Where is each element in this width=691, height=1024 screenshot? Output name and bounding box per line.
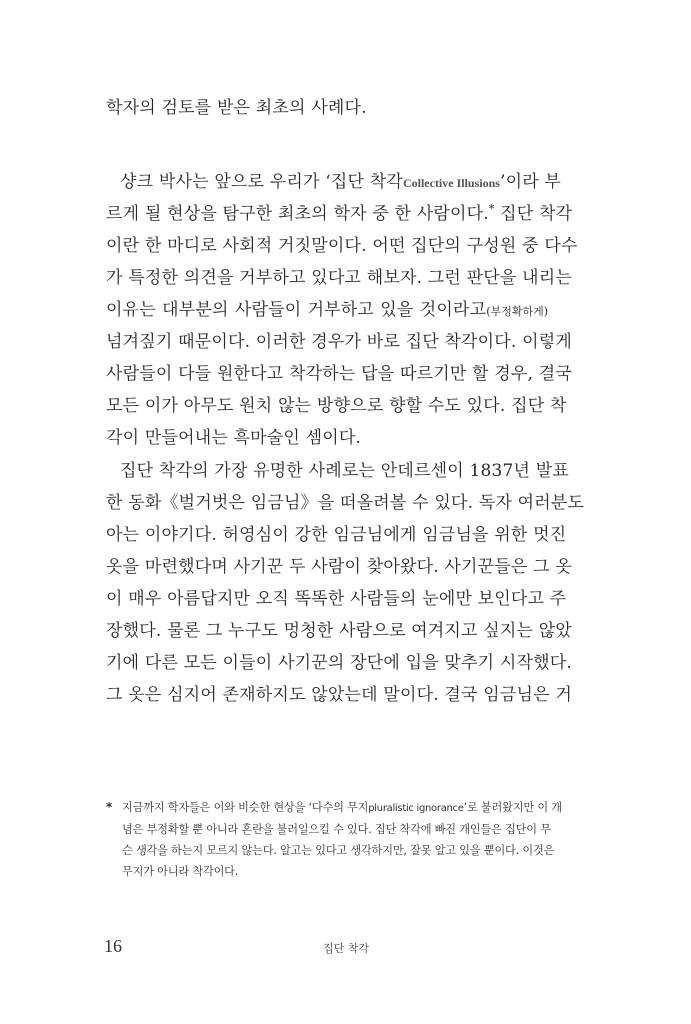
english-term-collective-illusions: Collective Illusions (402, 176, 500, 190)
body-line-1: 학자의 검토를 받은 최초의 사례다. (106, 98, 367, 118)
body-line-3 (106, 202, 573, 226)
body-line-2-tail: ’이라 부 (499, 172, 562, 192)
body-line-8: 사람들이 다들 원한다고 착각하는 답을 따르기만 할 경우, 결국 (106, 364, 572, 384)
body-line-3-text: 르게 될 현상을 탐구한 최초의 학자 중 한 사람이다. (106, 204, 489, 224)
body-line-11: 집단 착각의 가장 유명한 사례로는 안데르센이 1837년 발표 (120, 461, 569, 481)
footnote-reference-mark: * (488, 202, 495, 216)
body-line-18: 그 옷은 심지어 존재하지도 않았는데 말이다. 결국 임금님은 거 (106, 685, 572, 705)
footnote-line-1-text: 지금까지 학자들은 이와 비슷한 현상을 ‘다수의 무지 (122, 801, 369, 814)
body-line-2-text: 샹크 박사는 앞으로 우리가 ‘집단 착각 (120, 172, 403, 192)
body-line-2 (120, 172, 562, 194)
body-line-7: 넘겨짚기 때문이다. 이러한 경우가 바로 집단 착각이다. 이렇게 (106, 332, 572, 352)
body-line-6 (106, 300, 548, 322)
body-line-4: 이란 한 마디로 사회적 거짓말이다. 어떤 집단의 구성원 중 다수 (106, 236, 578, 256)
body-line-6-text: 이유는 대부분의 사람들이 거부하고 있을 것이라고 (106, 300, 487, 320)
footnote-line-4: 무지가 아니라 착각이다. (122, 865, 239, 878)
body-line-16: 장했다. 물론 그 누구도 멍청한 사람으로 여겨지고 싶지는 않았 (106, 621, 572, 641)
body-line-13: 아는 이야기다. 허영심이 강한 임금님에게 임금님을 위한 멋진 (106, 525, 567, 545)
page-number: 16 (104, 936, 122, 956)
body-line-10: 각이 만들어내는 흑마술인 셈이다. (106, 428, 362, 448)
footnote-line-2: 념은 부정확할 뿐 아니라 혼란을 불러일으킬 수 있다. 집단 착각에 빠진 개인들은 집단이 무 (122, 823, 551, 836)
body-line-15: 이 매우 아름답지만 오직 똑똑한 사람들의 눈에만 보인다고 주 (106, 589, 567, 609)
body-line-17: 기에 다른 모든 이들이 사기꾼의 장단에 입을 맞추기 시작했다. (106, 653, 572, 673)
english-term-pluralistic-ignorance: pluralistic ignorance (368, 803, 464, 814)
running-title: 집단 착각 (322, 942, 369, 955)
body-line-5: 가 특정한 의견을 거부하고 있다고 해보자. 그런 판단을 내리는 (106, 268, 572, 288)
footnote-line-3: 슨 생각을 하는지 모르지 않는다. 알고는 있다고 생각하지만, 잘못 알고 있을 뿐이다. 이것은 (122, 844, 555, 857)
footnote-line-1-tail: ’로 불러왔지만 이 개 (463, 801, 562, 814)
parenthetical-note: (부정확하게) (486, 305, 548, 318)
body-line-3-tail: 집단 착각 (494, 204, 573, 224)
body-line-9: 모든 이가 아무도 원치 않는 방향으로 향할 수도 있다. 집단 착 (106, 396, 567, 416)
body-line-12: 한 동화《벌거벗은 임금님》을 떠올려볼 수 있다. 독자 여러분도 (106, 493, 585, 513)
body-line-14: 옷을 마련했다며 사기꾼 두 사람이 찾아왔다. 사기꾼들은 그 옷 (106, 557, 572, 577)
footnote-line-1 (122, 800, 562, 817)
footnote-marker: * (106, 800, 113, 814)
